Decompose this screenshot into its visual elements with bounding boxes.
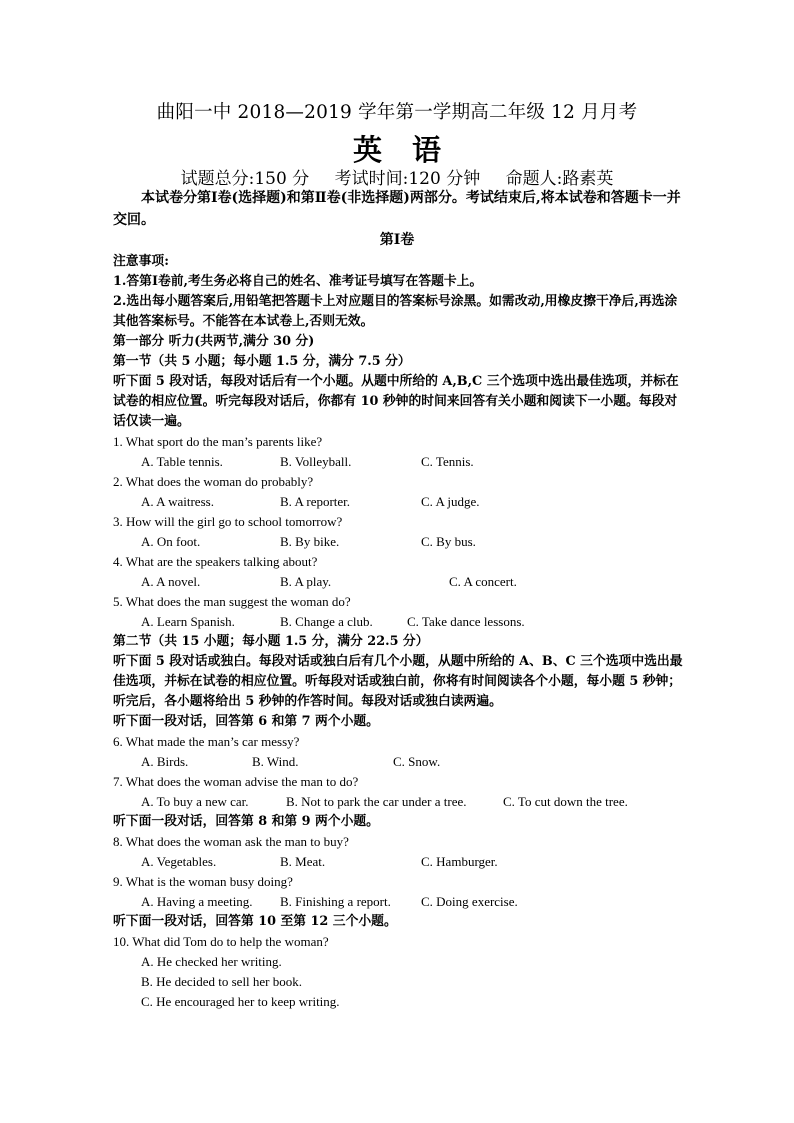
question-3: 3. How will the girl go to school tomorrow? bbox=[113, 514, 343, 529]
exam-title: 曲阳一中 2018—2019 学年第一学期高二年级 12 月月考 bbox=[156, 102, 638, 123]
section1-questions bbox=[113, 432, 688, 632]
group-3-heading: 听下面一段对话，回答第 10 至第 12 三个小题。 bbox=[113, 914, 397, 929]
question-4: 4. What are the speakers talking about? bbox=[113, 554, 318, 569]
question-1-options bbox=[113, 452, 688, 472]
option-c: C. Hamburger. bbox=[421, 854, 498, 869]
option-c: C. A judge. bbox=[421, 494, 480, 509]
option-c: C. Take dance lessons. bbox=[407, 614, 525, 629]
option-c: C. He encouraged her to keep writing. bbox=[141, 994, 340, 1009]
section1-heading: 第一节（共 5 小题；每小题 1.5 分，满分 7.5 分） bbox=[113, 354, 411, 369]
section1-instructions: 听下面 5 段对话，每段对话后有一个小题。从题中所给的 A,B,C 三个选项中选出最佳选项，并标在试卷的相应位置。听完每段对话后，你都有 10 秒钟的时间来回答有关小题和阅读下一小题。每段对话仅读一遍。 bbox=[113, 374, 679, 429]
section2-block bbox=[113, 632, 688, 1012]
option-a: A. A waitress. bbox=[141, 494, 214, 509]
option-c: C. To cut down the tree. bbox=[503, 794, 628, 809]
notes-heading: 注意事项: bbox=[113, 254, 169, 269]
option-a: A. A novel. bbox=[141, 574, 201, 589]
option-c: C. A concert. bbox=[449, 574, 517, 589]
option-a: A. On foot. bbox=[141, 534, 201, 549]
option-b: B. He decided to sell her book. bbox=[141, 974, 303, 989]
option-b: B. Not to park the car under a tree. bbox=[286, 794, 467, 809]
notes-item-2: 2.选出每小题答案后,用铅笔把答题卡上对应题目的答案标号涂黑。如需改动,用橡皮擦干净后,再选涂其他答案标号。不能答在本试卷上,否则无效。 bbox=[113, 294, 678, 329]
question-8-options bbox=[113, 852, 688, 872]
option-c: C. Snow. bbox=[393, 754, 441, 769]
group-2-heading: 听下面一段对话，回答第 8 和第 9 两个小题。 bbox=[113, 814, 379, 829]
option-b: B. By bike. bbox=[280, 534, 340, 549]
section2-heading: 第二节（共 15 小题；每小题 1.5 分，满分 22.5 分） bbox=[113, 634, 429, 649]
option-c: C. Doing exercise. bbox=[421, 894, 518, 909]
option-a: A. Learn Spanish. bbox=[141, 614, 235, 629]
option-b: B. A reporter. bbox=[280, 494, 351, 509]
section2-instructions: 听下面 5 段对话或独白。每段对话或独白后有几个小题，从题中所给的 A、B、C 三个选项中选出最佳选项，并标在试卷的相应位置。听每段对话或独白前，你将有时间阅读各个小题，每小题 5 秒钟；听完后，各小题将给出 5 秒钟的作答时间。每段对话或独白读两遍。 bbox=[113, 654, 683, 709]
question-7: 7. What does the woman advise the man to do? bbox=[113, 774, 359, 789]
volume-title: 第Ⅰ卷 bbox=[379, 232, 415, 248]
exam-info bbox=[0, 164, 794, 189]
question-2-options bbox=[113, 492, 688, 512]
exam-intro: 本试卷分第Ⅰ卷(选择题)和第Ⅱ卷(非选择题)两部分。考试结束后,将本试卷和答题卡一并交回。 bbox=[113, 190, 681, 228]
option-a: A. Birds. bbox=[141, 754, 189, 769]
question-7-options bbox=[113, 792, 688, 812]
option-b: B. Finishing a report. bbox=[280, 894, 391, 909]
question-3-options bbox=[113, 532, 688, 552]
question-9: 9. What is the woman busy doing? bbox=[113, 874, 293, 889]
option-a: A. To buy a new car. bbox=[141, 794, 249, 809]
option-a: A. He checked her writing. bbox=[141, 954, 282, 969]
exam-author: 命题人:路素英 bbox=[505, 169, 614, 189]
question-6-options bbox=[113, 752, 688, 772]
option-a: A. Vegetables. bbox=[141, 854, 217, 869]
notes-item-1: 1.答第Ⅰ卷前,考生务必将自己的姓名、准考证号填写在答题卡上。 bbox=[113, 274, 483, 289]
question-9-options bbox=[113, 892, 688, 912]
question-5-options bbox=[113, 612, 688, 632]
option-c: C. By bus. bbox=[421, 534, 476, 549]
question-8: 8. What does the woman ask the man to buy? bbox=[113, 834, 349, 849]
option-b: B. Wind. bbox=[252, 754, 299, 769]
exam-time: 考试时间:120 分钟 bbox=[334, 169, 481, 189]
notes-block bbox=[113, 252, 688, 432]
question-2: 2. What does the woman do probably? bbox=[113, 474, 314, 489]
question-10: 10. What did Tom do to help the woman? bbox=[113, 934, 329, 949]
option-a: A. Having a meeting. bbox=[141, 894, 253, 909]
option-a: A. Table tennis. bbox=[141, 454, 223, 469]
subject-title: 英语 bbox=[352, 133, 471, 167]
question-6: 6. What made the man’s car messy? bbox=[113, 734, 300, 749]
question-4-options bbox=[113, 572, 688, 592]
question-1: 1. What sport do the man’s parents like? bbox=[113, 434, 323, 449]
option-b: B. A play. bbox=[280, 574, 332, 589]
option-b: B. Change a club. bbox=[280, 614, 373, 629]
question-5: 5. What does the man suggest the woman do? bbox=[113, 594, 351, 609]
option-b: B. Volleyball. bbox=[280, 454, 352, 469]
option-c: C. Tennis. bbox=[421, 454, 474, 469]
option-b: B. Meat. bbox=[280, 854, 326, 869]
part1-heading: 第一部分 听力(共两节,满分 30 分) bbox=[113, 334, 315, 349]
total-score: 试题总分:150 分 bbox=[180, 169, 310, 189]
group-1-heading: 听下面一段对话，回答第 6 和第 7 两个小题。 bbox=[113, 714, 379, 729]
